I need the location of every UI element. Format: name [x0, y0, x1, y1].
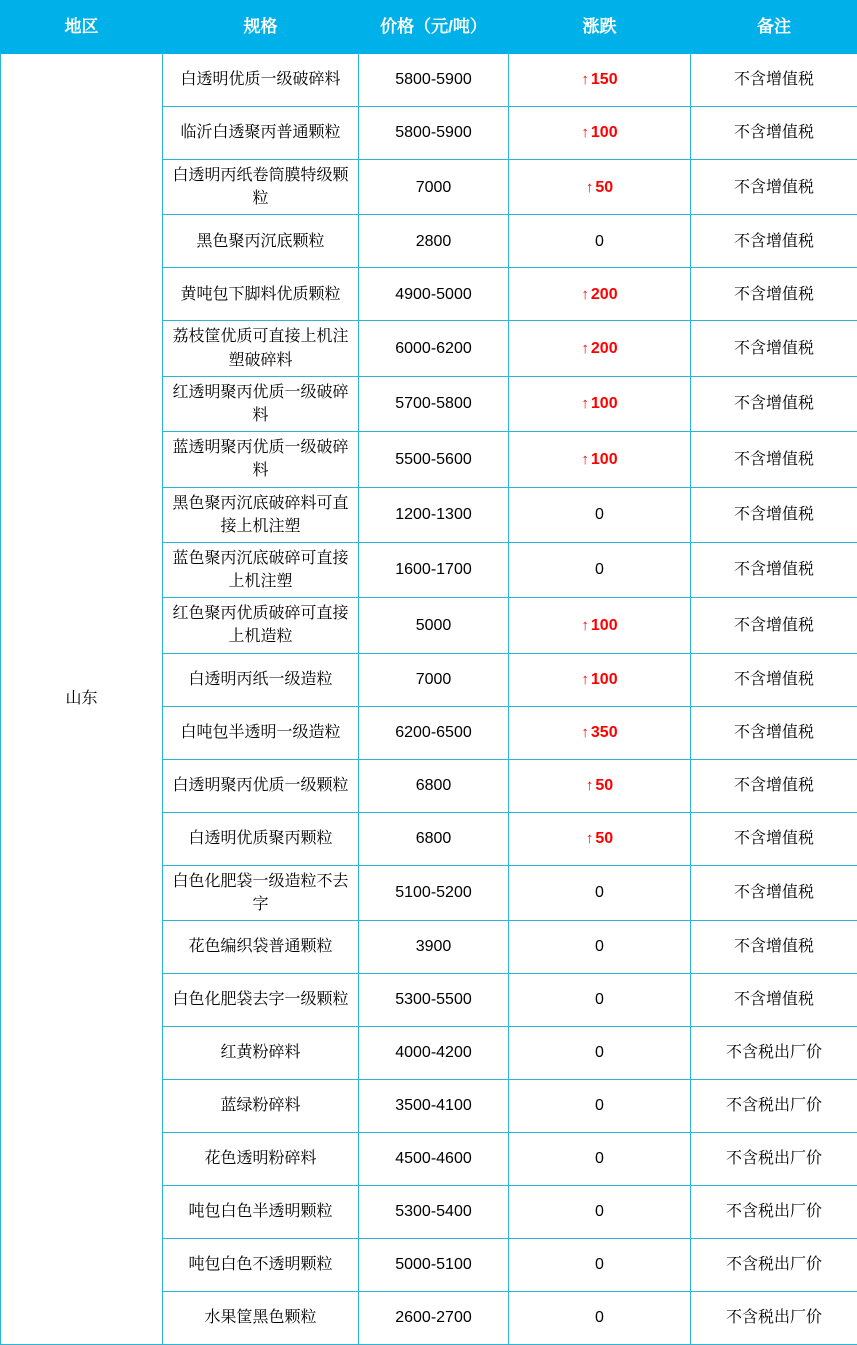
price-cell: 7000: [359, 653, 509, 706]
price-cell: 5100-5200: [359, 865, 509, 920]
header-change: 涨跌: [509, 1, 691, 54]
price-cell: 5300-5400: [359, 1186, 509, 1239]
price-cell: 5800-5900: [359, 107, 509, 160]
price-cell: 5300-5500: [359, 974, 509, 1027]
spec-cell: 白透明丙纸卷筒膜特级颗粒: [163, 160, 359, 215]
spec-cell: 白透明优质一级破碎料: [163, 54, 359, 107]
change-cell: [509, 215, 691, 268]
remark-cell: 不含增值税: [691, 432, 857, 487]
price-cell: 6800: [359, 812, 509, 865]
change-value: 0: [595, 233, 604, 250]
remark-cell: 不含税出厂价: [691, 1027, 857, 1080]
remark-cell: 不含税出厂价: [691, 1292, 857, 1345]
remark-cell: 不含增值税: [691, 215, 857, 268]
price-cell: 6200-6500: [359, 706, 509, 759]
change-cell: [509, 321, 691, 376]
price-cell: 5500-5600: [359, 432, 509, 487]
change-value: 100: [591, 395, 618, 412]
spec-cell: 白吨包半透明一级造粒: [163, 706, 359, 759]
spec-cell: 花色透明粉碎料: [163, 1133, 359, 1186]
change-cell: [509, 706, 691, 759]
remark-cell: 不含增值税: [691, 268, 857, 321]
remark-cell: 不含增值税: [691, 54, 857, 107]
remark-cell: 不含增值税: [691, 598, 857, 653]
change-cell: [509, 1239, 691, 1292]
price-cell: 7000: [359, 160, 509, 215]
spec-cell: 黄吨包下脚料优质颗粒: [163, 268, 359, 321]
change-cell: [509, 1133, 691, 1186]
price-cell: 6800: [359, 759, 509, 812]
spec-cell: 蓝绿粉碎料: [163, 1080, 359, 1133]
change-value: 50: [595, 830, 613, 847]
change-value: 100: [591, 124, 618, 141]
arrow-up-icon: ↑: [586, 179, 594, 196]
remark-cell: 不含税出厂价: [691, 1080, 857, 1133]
change-cell: [509, 376, 691, 431]
change-value: 0: [595, 561, 604, 578]
remark-cell: 不含增值税: [691, 921, 857, 974]
remark-cell: 不含增值税: [691, 974, 857, 1027]
change-value: 0: [595, 884, 604, 901]
price-cell: 5800-5900: [359, 54, 509, 107]
spec-cell: 白透明优质聚丙颗粒: [163, 812, 359, 865]
spec-cell: 蓝透明聚丙优质一级破碎料: [163, 432, 359, 487]
change-cell: [509, 759, 691, 812]
header-spec: 规格: [163, 1, 359, 54]
arrow-up-icon: ↑: [586, 830, 594, 847]
spec-cell: 水果筐黑色颗粒: [163, 1292, 359, 1345]
header-remark: 备注: [691, 1, 857, 54]
change-cell: [509, 432, 691, 487]
change-cell: [509, 865, 691, 920]
change-value: 100: [591, 671, 618, 688]
remark-cell: 不含税出厂价: [691, 1186, 857, 1239]
remark-cell: 不含增值税: [691, 759, 857, 812]
price-cell: 3500-4100: [359, 1080, 509, 1133]
change-value: 200: [591, 286, 618, 303]
spec-cell: 白色化肥袋一级造粒不去字: [163, 865, 359, 920]
change-value: 200: [591, 340, 618, 357]
arrow-up-icon: ↑: [581, 286, 589, 303]
change-cell: [509, 54, 691, 107]
arrow-up-icon: ↑: [581, 451, 589, 468]
table-row: [1, 54, 857, 107]
change-cell: [509, 107, 691, 160]
price-cell: 2600-2700: [359, 1292, 509, 1345]
spec-cell: 临沂白透聚丙普通颗粒: [163, 107, 359, 160]
change-cell: [509, 1080, 691, 1133]
arrow-up-icon: ↑: [581, 71, 589, 88]
change-cell: [509, 653, 691, 706]
spec-cell: 黑色聚丙沉底颗粒: [163, 215, 359, 268]
spec-cell: 荔枝筐优质可直接上机注塑破碎料: [163, 321, 359, 376]
arrow-up-icon: ↑: [581, 340, 589, 357]
change-cell: [509, 812, 691, 865]
change-cell: [509, 1186, 691, 1239]
price-cell: 4500-4600: [359, 1133, 509, 1186]
arrow-up-icon: ↑: [581, 617, 589, 634]
change-cell: [509, 487, 691, 542]
price-cell: 1600-1700: [359, 542, 509, 597]
spec-cell: 白透明聚丙优质一级颗粒: [163, 759, 359, 812]
change-value: 0: [595, 1256, 604, 1273]
header-region: 地区: [1, 1, 163, 54]
header-row: [1, 1, 857, 54]
change-value: 0: [595, 1150, 604, 1167]
remark-cell: 不含增值税: [691, 376, 857, 431]
change-value: 100: [591, 451, 618, 468]
change-cell: [509, 921, 691, 974]
change-value: 350: [591, 724, 618, 741]
spec-cell: 白色化肥袋去字一级颗粒: [163, 974, 359, 1027]
remark-cell: 不含增值税: [691, 706, 857, 759]
change-value: 0: [595, 991, 604, 1008]
change-value: 100: [591, 617, 618, 634]
remark-cell: 不含增值税: [691, 321, 857, 376]
remark-cell: 不含增值税: [691, 487, 857, 542]
spec-cell: 蓝色聚丙沉底破碎可直接上机注塑: [163, 542, 359, 597]
price-cell: 2800: [359, 215, 509, 268]
change-value: 50: [595, 777, 613, 794]
price-cell: 5000: [359, 598, 509, 653]
price-cell: 5000-5100: [359, 1239, 509, 1292]
spec-cell: 红色聚丙优质破碎可直接上机造粒: [163, 598, 359, 653]
spec-cell: 花色编织袋普通颗粒: [163, 921, 359, 974]
remark-cell: 不含税出厂价: [691, 1133, 857, 1186]
region-cell: 山东: [1, 54, 163, 1345]
header-price: 价格（元/吨）: [359, 1, 509, 54]
change-value: 0: [595, 506, 604, 523]
change-cell: [509, 160, 691, 215]
spec-cell: 黑色聚丙沉底破碎料可直接上机注塑: [163, 487, 359, 542]
price-cell: 1200-1300: [359, 487, 509, 542]
remark-cell: 不含增值税: [691, 812, 857, 865]
price-cell: 4000-4200: [359, 1027, 509, 1080]
change-cell: [509, 1292, 691, 1345]
change-cell: [509, 598, 691, 653]
remark-cell: 不含增值税: [691, 653, 857, 706]
arrow-up-icon: ↑: [581, 395, 589, 412]
change-cell: [509, 268, 691, 321]
spec-cell: 红透明聚丙优质一级破碎料: [163, 376, 359, 431]
remark-cell: 不含增值税: [691, 107, 857, 160]
change-value: 0: [595, 1309, 604, 1326]
change-cell: [509, 542, 691, 597]
table-header: [1, 1, 857, 54]
spec-cell: 红黄粉碎料: [163, 1027, 359, 1080]
change-value: 0: [595, 1044, 604, 1061]
arrow-up-icon: ↑: [581, 124, 589, 141]
price-cell: 6000-6200: [359, 321, 509, 376]
change-cell: [509, 974, 691, 1027]
arrow-up-icon: ↑: [586, 777, 594, 794]
change-value: 0: [595, 1097, 604, 1114]
price-cell: 5700-5800: [359, 376, 509, 431]
change-value: 150: [591, 71, 618, 88]
arrow-up-icon: ↑: [581, 671, 589, 688]
table-body: [1, 54, 857, 1345]
change-cell: [509, 1027, 691, 1080]
spec-cell: 吨包白色半透明颗粒: [163, 1186, 359, 1239]
change-value: 0: [595, 938, 604, 955]
remark-cell: 不含增值税: [691, 160, 857, 215]
remark-cell: 不含增值税: [691, 865, 857, 920]
change-value: 50: [595, 179, 613, 196]
remark-cell: 不含税出厂价: [691, 1239, 857, 1292]
spec-cell: 吨包白色不透明颗粒: [163, 1239, 359, 1292]
spec-cell: 白透明丙纸一级造粒: [163, 653, 359, 706]
price-cell: 3900: [359, 921, 509, 974]
change-value: 0: [595, 1203, 604, 1220]
arrow-up-icon: ↑: [581, 724, 589, 741]
remark-cell: 不含增值税: [691, 542, 857, 597]
price-cell: 4900-5000: [359, 268, 509, 321]
